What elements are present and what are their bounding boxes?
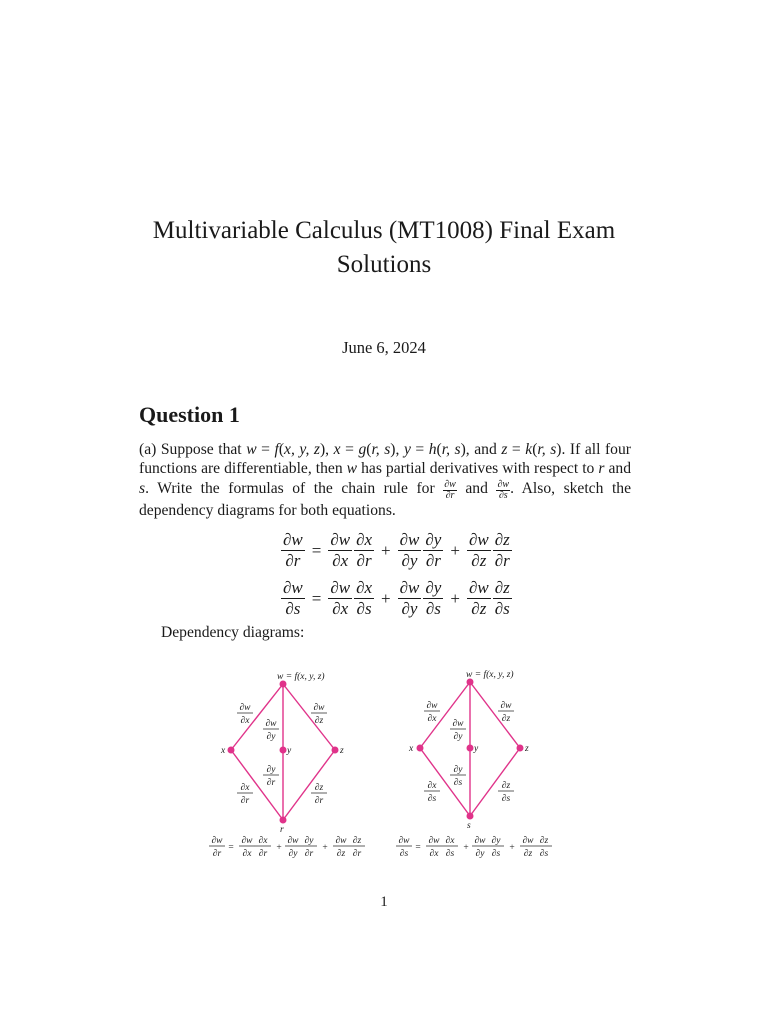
node-y (280, 747, 287, 754)
svg-text:∂s: ∂s (453, 778, 463, 788)
node-x (417, 745, 424, 752)
dependency-diagram-s (382, 658, 572, 868)
svg-text:+: + (322, 843, 328, 853)
right-node-label: z (340, 746, 344, 756)
svg-text:∂y: ∂y (288, 849, 298, 859)
svg-text:∂s: ∂s (491, 849, 501, 859)
svg-text:∂x: ∂x (429, 849, 439, 859)
dependency-diagram-r (195, 660, 385, 870)
svg-text:∂w: ∂w (452, 719, 464, 729)
svg-text:∂x: ∂x (240, 716, 250, 726)
question-text: (a) Suppose that w = f(x, y, z), x = g(r, s), y = h(r, s), and z = k(r, s). If all four functions are differentiable, then w has partial derivatives with respect to r and s. Write the formulas of the chain rule for $\frac{\partial w}{\partial r}$ and $\frac{\partial w}{\partial s}$ . Also, sketch the dependency diagrams for both equations. (139, 441, 632, 519)
question-heading: Question 1 (139, 402, 240, 427)
svg-text:∂w: ∂w (287, 836, 299, 846)
mid-node-label: y (287, 746, 292, 756)
svg-text:=: = (228, 843, 234, 853)
diagram-formula (396, 836, 552, 859)
svg-text:∂s: ∂s (501, 794, 511, 804)
svg-text:∂s: ∂s (427, 794, 437, 804)
svg-text:∂y: ∂y (453, 732, 463, 742)
top-label: w = f(x, y, z) (466, 670, 514, 680)
svg-text:+: + (276, 843, 282, 853)
svg-text:∂w: ∂w (500, 701, 512, 711)
svg-text:=: = (415, 843, 421, 853)
svg-text:∂x: ∂x (427, 714, 437, 724)
svg-text:∂r: ∂r (212, 849, 222, 859)
svg-text:∂y: ∂y (453, 765, 463, 775)
svg-text:∂w: ∂w (265, 719, 277, 729)
svg-text:∂z: ∂z (523, 849, 533, 859)
top-label: w = f(x, y, z) (277, 672, 325, 682)
svg-text:∂w: ∂w (398, 836, 410, 846)
svg-text:+: + (463, 843, 469, 853)
node-y (467, 745, 474, 752)
svg-text:∂s: ∂s (445, 849, 455, 859)
svg-text:∂z: ∂z (336, 849, 346, 859)
svg-text:∂r: ∂r (258, 849, 268, 859)
mid-node-label: y (474, 744, 479, 754)
svg-text:∂x: ∂x (427, 781, 437, 791)
svg-text:∂w: ∂w (241, 836, 253, 846)
node-z (517, 745, 524, 752)
node-bottom (280, 817, 287, 824)
svg-text:∂x: ∂x (242, 849, 252, 859)
left-node-label: x (221, 746, 226, 756)
title-line-2: Solutions (336, 251, 432, 278)
svg-text:∂x: ∂x (258, 836, 268, 846)
paper-date: June 6, 2024 (342, 338, 426, 357)
chain-rule-equation-r: $\frac{\partial w}{\partial r}$ = $\frac{\partial w}{\partial x}$ $\frac{\partial x}{\partial r}$ + $\frac{\partial w}{\partial y}$ $\frac{\partial y}{\partial r}$ + $\frac{\partial w}{\partial z}$ $\frac{\partial z}{\partial r}$ (283, 530, 510, 570)
bottom-node-label: s (467, 821, 471, 831)
svg-text:∂z: ∂z (314, 716, 324, 726)
svg-text:∂w: ∂w (522, 836, 534, 846)
svg-text:∂r: ∂r (314, 796, 324, 806)
diagram-formula (209, 836, 365, 859)
svg-text:∂z: ∂z (352, 836, 362, 846)
svg-text:+: + (509, 843, 515, 853)
svg-text:∂z: ∂z (501, 714, 511, 724)
svg-text:∂w: ∂w (335, 836, 347, 846)
svg-text:∂y: ∂y (304, 836, 314, 846)
chain-rule-equation-s: $\frac{\partial w}{\partial s}$ = $\frac{\partial w}{\partial x}$ $\frac{\partial x}{\partial s}$ + $\frac{\partial w}{\partial y}$ $\frac{\partial y}{\partial s}$ + $\frac{\partial w}{\partial z}$ $\frac{\partial z}{\partial s}$ (283, 578, 510, 618)
svg-text:∂r: ∂r (304, 849, 314, 859)
paper-title (60, 214, 708, 282)
dependency-diagrams-label: Dependency diagrams: (161, 624, 305, 641)
svg-text:∂w: ∂w (211, 836, 223, 846)
left-node-label: x (409, 744, 414, 754)
svg-text:∂z: ∂z (314, 783, 324, 793)
page-number: 1 (380, 894, 388, 910)
svg-text:∂s: ∂s (399, 849, 409, 859)
svg-text:∂x: ∂x (445, 836, 455, 846)
svg-text:∂w: ∂w (426, 701, 438, 711)
svg-text:∂z: ∂z (501, 781, 511, 791)
right-node-label: z (525, 744, 529, 754)
inline-fraction: $\frac{\partial w}{\partial s}$ (497, 478, 510, 501)
inline-fraction: $\frac{\partial w}{\partial r}$ (444, 478, 456, 501)
node-x (228, 747, 235, 754)
svg-text:∂y: ∂y (475, 849, 485, 859)
svg-text:∂w: ∂w (239, 703, 251, 713)
svg-text:∂y: ∂y (266, 732, 276, 742)
node-z (332, 747, 339, 754)
svg-text:∂s: ∂s (539, 849, 549, 859)
svg-text:∂r: ∂r (266, 778, 276, 788)
svg-text:∂z: ∂z (539, 836, 549, 846)
svg-text:∂x: ∂x (240, 783, 250, 793)
svg-text:∂y: ∂y (491, 836, 501, 846)
svg-text:∂w: ∂w (313, 703, 325, 713)
svg-text:∂w: ∂w (474, 836, 486, 846)
svg-text:∂r: ∂r (240, 796, 250, 806)
svg-text:∂r: ∂r (352, 849, 362, 859)
title-line-1: Multivariable Calculus (MT1008) Final Exam (152, 217, 616, 244)
svg-text:∂w: ∂w (428, 836, 440, 846)
bottom-node-label: r (280, 825, 284, 835)
svg-text:∂y: ∂y (266, 765, 276, 775)
node-bottom (467, 813, 474, 820)
